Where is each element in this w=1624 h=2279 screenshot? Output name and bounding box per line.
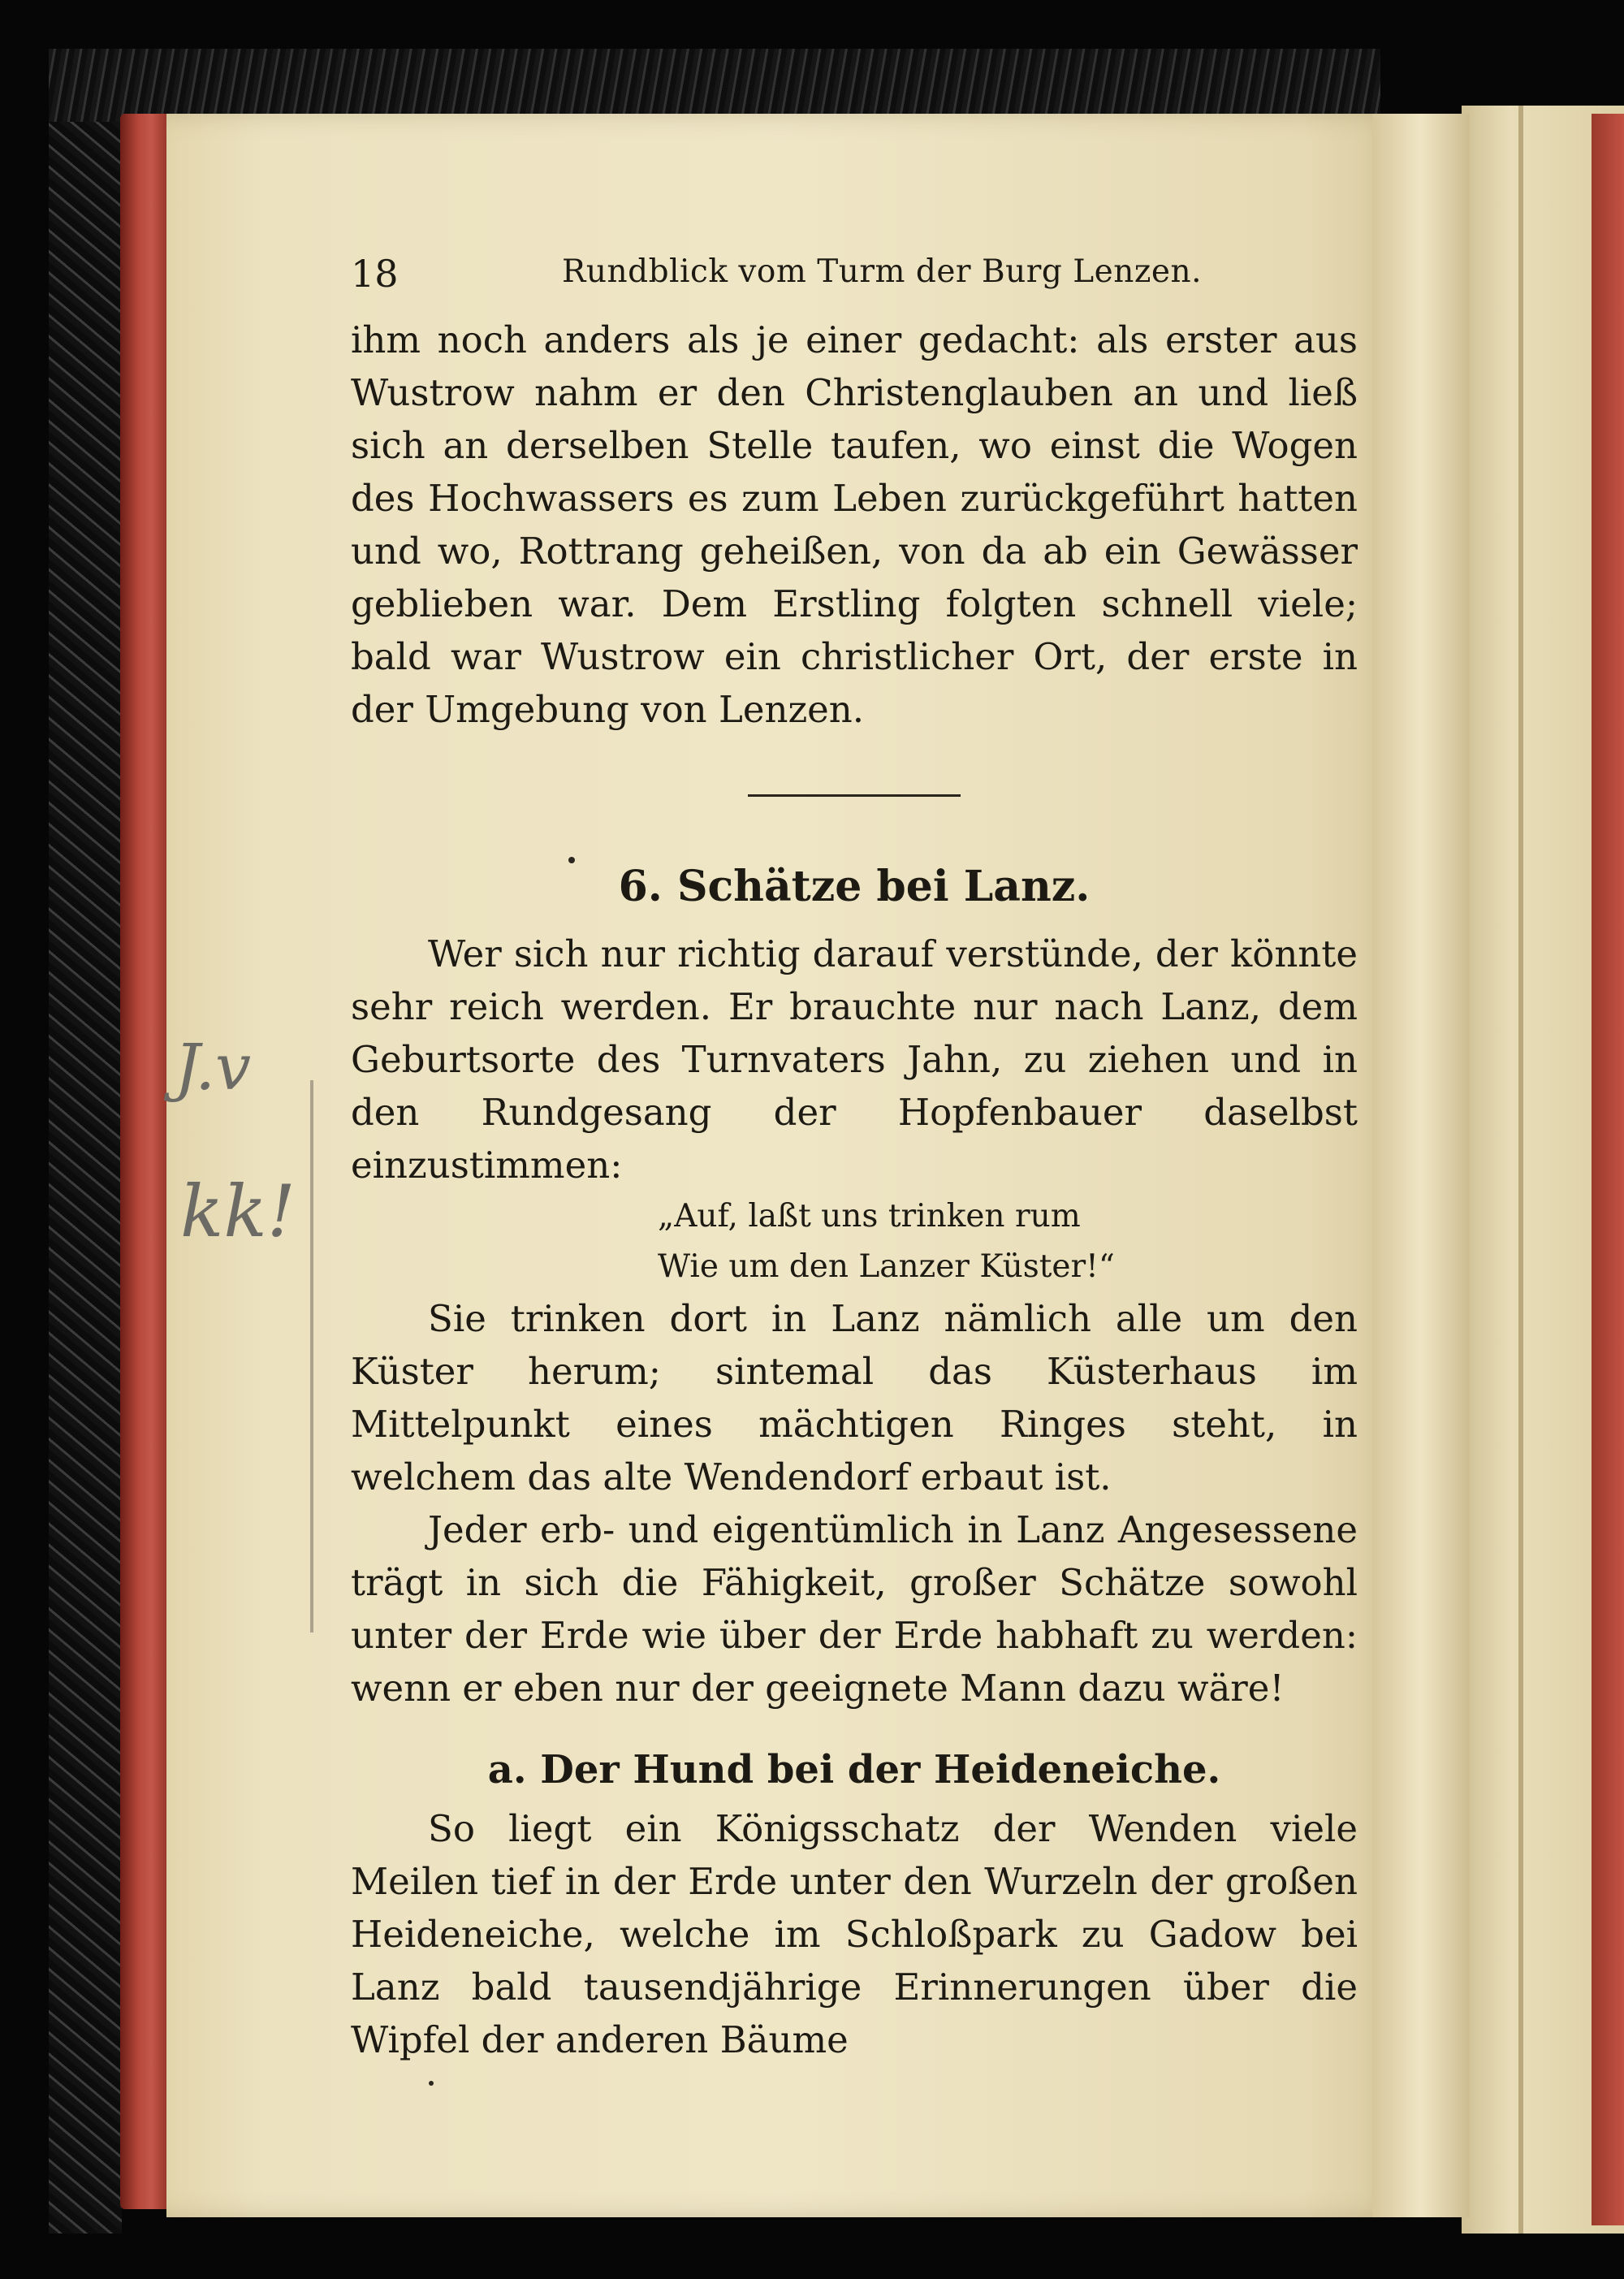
pencil-margin-note-2: kk! bbox=[180, 1170, 296, 1253]
section-heading: 6. Schätze bei Lanz. bbox=[618, 862, 1091, 911]
red-page-edge bbox=[120, 114, 172, 2209]
subsection-paragraph: So liegt ein Königsschatz der Wenden viele Meilen tief in der Erde unter den Wurzeln der großen Heideneiche, welche im Schloßpark zu Gadow bei Lanz bald tausendjährige Erinnerungen über die Wipfel der anderen Bäume bbox=[351, 1807, 1358, 2061]
page-header bbox=[351, 244, 1358, 309]
pencil-margin-line bbox=[310, 1080, 313, 1632]
section-paragraph: Jeder erb- und eigentümlich in Lanz Angesessene trägt in sich die Fähigkeit, großer Schätze sowohl unter der Erde wie über der Erde habhaft zu werden: wenn er eben nur der geeignete Mann dazu wäre! bbox=[351, 1508, 1358, 1710]
section-paragraph: Wer sich nur richtig darauf verstünde, der könnte sehr reich werden. Er brauchte nur nach Lanz, dem Geburtsorte des Turnvaters Jahn, zu ziehen und in den Rundgesang der Hopfenbauer daselbst einzustimmen: bbox=[351, 932, 1358, 1187]
page-text bbox=[351, 244, 1358, 2066]
page-gutter bbox=[1372, 114, 1470, 2217]
running-head: Rundblick vom Turm der Burg Lenzen. bbox=[562, 253, 1202, 290]
pencil-margin-note-1: J.v bbox=[175, 1031, 252, 1105]
subsection-heading: a. Der Hund bei der Heideneiche. bbox=[487, 1747, 1221, 1792]
verse-line: Wie um den Lanzer Küster!“ bbox=[658, 1248, 1115, 1285]
facing-page-fold bbox=[1518, 106, 1523, 2234]
verse-line: „Auf, laßt uns trinken rum bbox=[658, 1198, 1081, 1235]
section-divider bbox=[748, 794, 961, 797]
ink-speck bbox=[429, 2081, 434, 2086]
facing-page-red-edge bbox=[1592, 114, 1624, 2225]
continued-paragraph: ihm noch anders als je einer gedacht: als erster aus Wustrow nahm er den Christenglauben an und ließ sich an derselben Stelle taufen, wo einst die Wogen des Hochwassers es zum Leben zurückgeführt hatten und wo, Rottrang geheißen, von da ab ein Gewässer geblieben war. Dem Erstling folgten schnell viele; bald war Wustrow ein christlicher Ort, der erste in der Umgebung von Lenzen. bbox=[351, 318, 1358, 731]
section-paragraph: Sie trinken dort in Lanz nämlich alle um den Küster herum; sintemal das Küsterhaus im Mittelpunkt eines mächtigen Ringes steht, in welchem das alte Wendendorf erbaut ist. bbox=[351, 1297, 1358, 1498]
page-number: 18 bbox=[351, 252, 399, 296]
book-binding-spine bbox=[49, 122, 122, 2234]
verse bbox=[351, 1191, 1358, 1292]
